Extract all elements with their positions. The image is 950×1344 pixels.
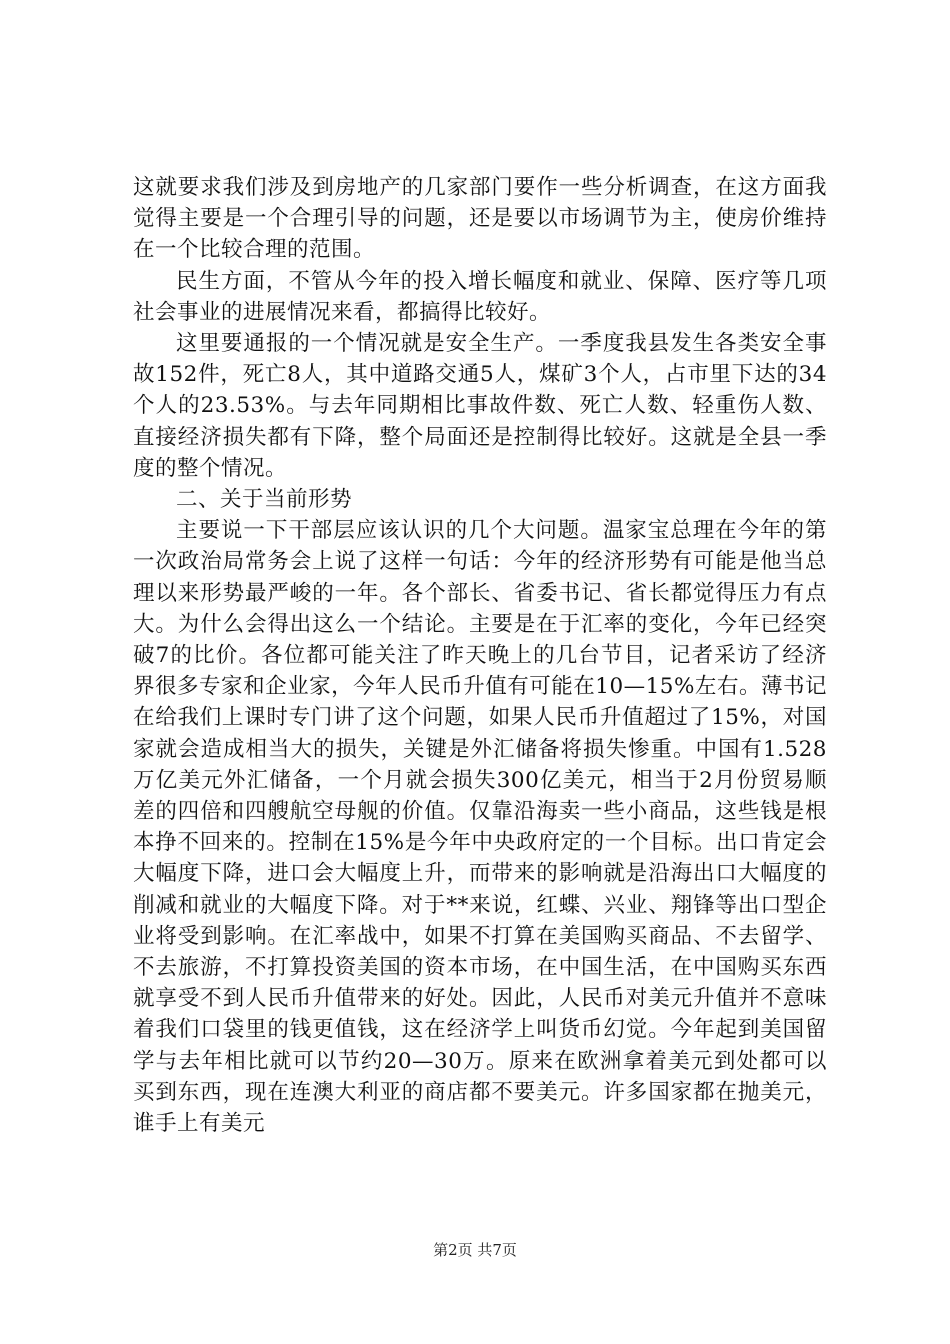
section-heading: 二、关于当前形势 (176, 487, 353, 513)
paragraph-continuation: 这就要求我们涉及到房地产的几家部门要作一些分析调查，在这方面我觉得主要是一个合理引导的问题，还是要以市场调节为主，使房价维持在一个比较合理的范围。 (133, 175, 827, 263)
page-footer (0, 1240, 950, 1260)
page-number: 第2页 共7页 (433, 1241, 517, 1259)
paragraph-livelihood: 民生方面，不管从今年的投入增长幅度和就业、保障、医疗等几项社会事业的进展情况来看，都搞得比较好。 (133, 268, 827, 325)
paragraph-safety: 这里要通报的一个情况就是安全生产。一季度我县发生各类安全事故152件，死亡8人，其中道路交通5人，煤矿3个人，占市里下达的34个人的23.53%。与去年同期相比事故件数、死亡人数、轻重伤人数、直接经济损失都有下降，整个局面还是控制得比较好。这就是全县一季度的整个情况。 (133, 331, 827, 481)
document-body (133, 172, 827, 1139)
paragraph-situation: 主要说一下干部层应该认识的几个大问题。温家宝总理在今年的第一次政治局常务会上说了这样一句话：今年的经济形势有可能是他当总理以来形势最严峻的一年。各个部长、省委书记、省长都觉得压力有点大。为什么会得出这么一个结论。主要是在于汇率的变化，今年已经突破7的比价。各位都可能关注了昨天晚上的几台节目，记者采访了经济界很多专家和企业家，今年人民币升值有可能在10—15%左右。薄书记在给我们上课时专门讲了这个问题，如果人民币升值超过了15%，对国家就会造成相当大的损失，关键是外汇储备将损失惨重。中国有1.528万亿美元外汇储备，一个月就会损失300亿美元，相当于2月份贸易顺差的四倍和四艘航空母舰的价值。仅靠沿海卖一些小商品，这些钱是根本挣不回来的。控制在15%是今年中央政府定的一个目标。出口肯定会大幅度下降，进口会大幅度上升，而带来的影响就是沿海出口大幅度的削减和就业的大幅度下降。对于**来说，红蝶、兴业、翔锋等出口型企业将受到影响。在汇率战中，如果不打算在美国购买商品、不去留学、不去旅游，不打算投资美国的资本市场，在中国生活，在中国购买东西就享受不到人民币升值带来的好处。因此，人民币对美元升值并不意味着我们口袋里的钱更值钱，这在经济学上叫货币幻觉。今年起到美国留学与去年相比就可以节约20—30万。原来在欧洲拿着美元到处都可以买到东西，现在连澳大利亚的商店都不要美元。许多国家都在抛美元，谁手上有美元 (133, 518, 827, 1137)
